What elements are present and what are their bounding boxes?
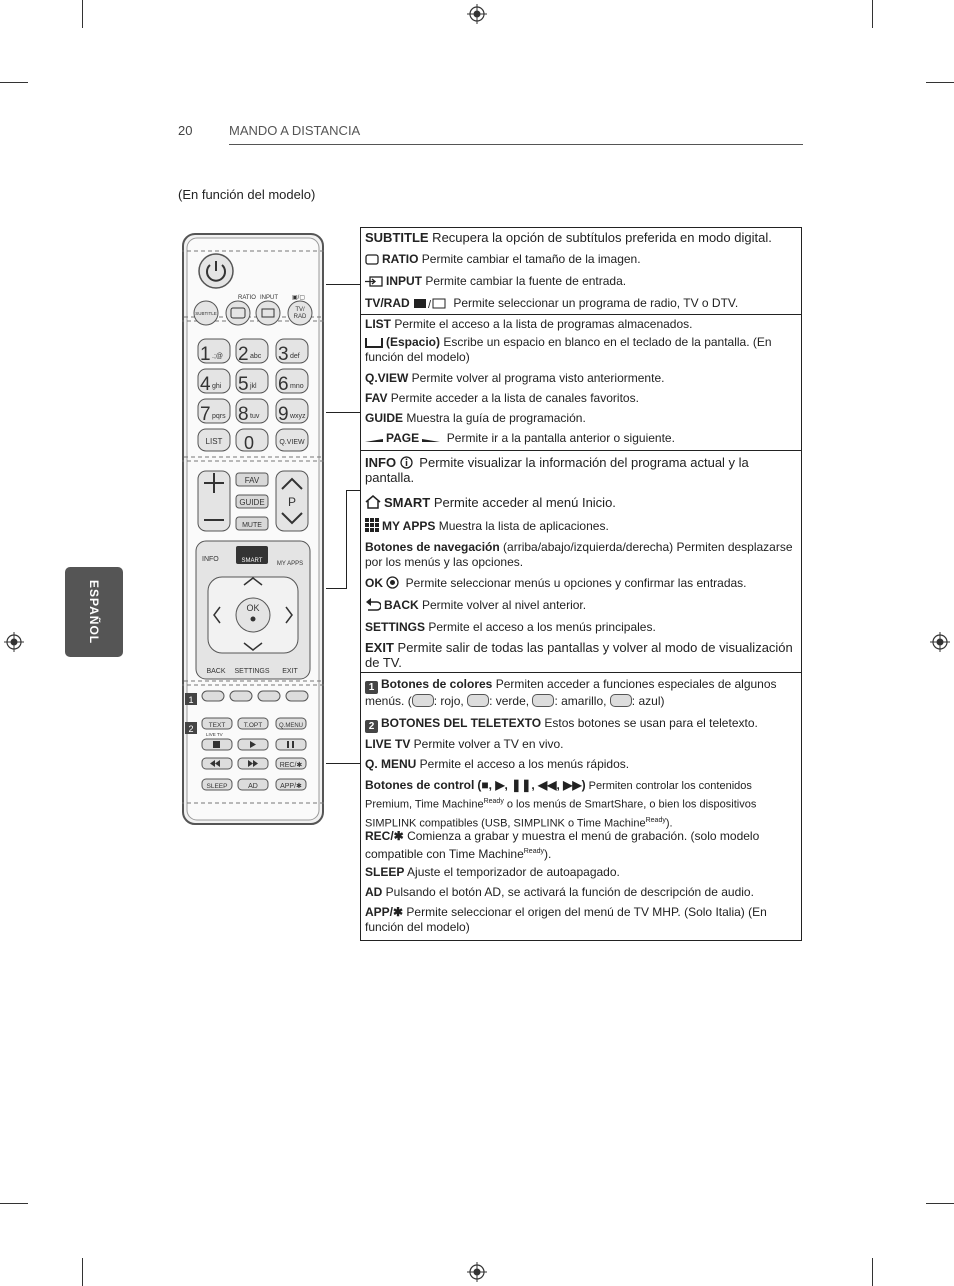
svg-text:▣/▢: ▣/▢	[292, 295, 306, 301]
desc-color-buttons: 1 Botones de colores Permiten acceder a funciones especiales de algunos menús. ( : rojo, : verde, : amarillo, : azul)	[365, 677, 777, 708]
svg-text:/: /	[428, 299, 432, 309]
desc-control-buttons: Botones de control (■, ▶, ❚❚, ◀◀, ▶▶) Permiten controlar los contenidos Premium, Time Machine$^{Ready}$ o los menús de SmartShare, o bien los dispositivos SIMPLINK compatibles (USB, SIMPLINK o Time Machine$^{Ready}$).	[365, 778, 757, 830]
header-rule	[229, 144, 803, 145]
svg-text:LIST: LIST	[205, 437, 223, 446]
svg-text:RAD: RAD	[293, 314, 307, 320]
page-number: 20	[178, 123, 193, 138]
crop-mark	[872, 0, 873, 28]
language-tab	[65, 567, 123, 657]
connector-line	[326, 588, 346, 589]
desc-settings: SETTINGS Permite el acceso a los menús principales.	[365, 620, 656, 634]
svg-text:1: 1	[188, 695, 194, 705]
number-key-digit: 2	[238, 344, 249, 365]
desc-guide: GUIDE Muestra la guía de programación.	[365, 411, 586, 425]
svg-text:RATIO: RATIO	[238, 295, 256, 301]
yellow-button-icon	[532, 694, 554, 707]
svg-text:GUIDE: GUIDE	[239, 498, 265, 507]
number-key-letters: mno	[290, 383, 304, 390]
number-key-letters: .;@	[212, 353, 223, 360]
desc-navigation: Botones de navegación (arriba/abajo/izquierda/derecha) Permiten desplazarse por los menús y las opciones.	[365, 540, 793, 569]
desc-info: INFO Permite visualizar la información del programa actual y la pantalla.	[365, 455, 749, 485]
svg-text:EXIT: EXIT	[282, 668, 298, 675]
desc-qmenu: Q. MENU Permite el acceso a los menús rápidos.	[365, 757, 630, 771]
number-key-digit: 3	[278, 344, 289, 365]
svg-text:OK: OK	[246, 603, 260, 613]
space-icon	[365, 336, 383, 348]
desc-exit: EXIT Permite salir de todas las pantallas y volver al modo de visualización de TV.	[365, 640, 793, 670]
number-key-digit: 8	[238, 404, 249, 425]
info-icon	[400, 456, 413, 469]
connector-line	[326, 412, 360, 413]
svg-text:SLEEP: SLEEP	[206, 783, 228, 790]
desc-smart: SMART Permite acceder al menú Inicio.	[365, 495, 797, 510]
svg-text:MY APPS: MY APPS	[276, 561, 304, 567]
svg-text:SUBTITLE: SUBTITLE	[195, 311, 217, 316]
number-key-digit: 4	[200, 374, 211, 395]
desc-space: (Espacio) Escribe un espacio en blanco en el teclado de la pantalla. (En función del modelo)	[365, 335, 772, 364]
svg-text:INPUT: INPUT	[260, 295, 278, 301]
number-key-letters: pqrs	[212, 413, 226, 420]
ok-icon	[386, 576, 399, 589]
connector-line	[326, 763, 360, 764]
svg-text:REC/✱: REC/✱	[279, 762, 303, 769]
section-navigation-buttons	[361, 451, 801, 673]
desc-list: LIST Permite el acceso a la lista de programas almacenados.	[365, 317, 693, 331]
desc-sleep: SLEEP Ajuste el temporizador de autoapagado.	[365, 865, 620, 879]
back-icon	[365, 598, 381, 611]
apps-grid-icon	[365, 518, 379, 532]
svg-text:FAV: FAV	[244, 476, 260, 485]
home-icon	[365, 495, 381, 509]
number-key-digit: 7	[200, 404, 211, 425]
connector-line	[346, 490, 360, 491]
svg-text:MUTE: MUTE	[242, 522, 262, 529]
svg-text:SMART: SMART	[241, 558, 263, 564]
description-table	[360, 227, 802, 941]
green-button-icon	[467, 694, 489, 707]
red-button-icon	[412, 694, 434, 707]
number-key-letters: abc	[250, 353, 262, 360]
svg-text:Q.VIEW: Q.VIEW	[279, 439, 305, 446]
blue-button-icon	[610, 694, 632, 707]
section-extra-buttons	[361, 673, 801, 942]
crop-mark	[82, 0, 83, 28]
tv-radio-icon	[413, 297, 447, 309]
connector-line	[326, 284, 360, 285]
model-note: (En función del modelo)	[178, 187, 316, 202]
registration-mark-icon	[467, 4, 487, 24]
svg-text:2: 2	[188, 724, 194, 734]
desc-teletext: 2 BOTONES DEL TELETEXTO Estos botones se usan para el teletexto.	[365, 716, 797, 733]
number-key-digit: 1	[200, 344, 211, 365]
registration-mark-icon	[930, 632, 950, 652]
crop-mark	[0, 82, 28, 83]
desc-back: BACK Permite volver al nivel anterior.	[365, 598, 797, 613]
crop-mark	[926, 1203, 954, 1204]
svg-text:T.OPT: T.OPT	[243, 722, 263, 729]
desc-page: PAGE Permite ir a la pantalla anterior o siguiente.	[365, 431, 797, 446]
desc-input: INPUT Permite cambiar la fuente de entrada.	[365, 274, 797, 289]
desc-tvrad: TV/RAD / Permite seleccionar un programa de radio, TV o DTV.	[365, 296, 739, 310]
svg-text:LIVE TV: LIVE TV	[206, 732, 223, 737]
number-key-letters: jkl	[250, 383, 257, 390]
svg-text:AD: AD	[248, 783, 258, 790]
svg-text:BACK: BACK	[206, 668, 226, 675]
svg-text:Q.MENU: Q.MENU	[279, 723, 303, 729]
svg-text:0: 0	[244, 433, 255, 453]
crop-mark	[926, 82, 954, 83]
page-right-icon	[422, 436, 440, 444]
svg-text:TEXT: TEXT	[208, 722, 226, 729]
svg-text:INFO: INFO	[202, 556, 219, 563]
svg-text:TV/: TV/	[295, 307, 305, 313]
number-key-letters: wxyz	[290, 413, 306, 420]
desc-ratio: RATIO Permite cambiar el tamaño de la imagen.	[365, 252, 797, 267]
number-key-digit: 6	[278, 374, 289, 395]
number-key-letters: def	[290, 353, 300, 360]
desc-app: APP/✱ Permite seleccionar el origen del menú de TV MHP. (Solo Italia) (En función del modelo)	[365, 905, 767, 934]
language-tab-label: ESPAÑOL	[87, 579, 101, 645]
number-key-letters: tuv	[250, 413, 260, 420]
registration-mark-icon	[4, 632, 24, 652]
page-left-icon	[365, 436, 383, 444]
number-key-letters: ghi	[212, 383, 222, 390]
crop-mark	[82, 1258, 83, 1286]
desc-fav: FAV Permite acceder a la lista de canales favoritos.	[365, 391, 639, 405]
desc-rec: REC/✱ Comienza a grabar y muestra el menú de grabación. (solo modelo compatible con Time Machine$^{Ready}$).	[365, 829, 760, 861]
crop-mark	[872, 1258, 873, 1286]
registration-mark-icon	[467, 1262, 487, 1282]
desc-ad: AD Pulsando el botón AD, se activará la función de descripción de audio.	[365, 885, 754, 899]
svg-text:P: P	[287, 495, 297, 509]
ratio-icon	[365, 254, 379, 265]
section-channel-buttons	[361, 315, 801, 451]
svg-text:APP/✱: APP/✱	[280, 783, 302, 790]
desc-livetv: LIVE TV Permite volver a TV en vivo.	[365, 737, 564, 751]
crop-mark	[0, 1203, 28, 1204]
svg-text:SETTINGS: SETTINGS	[234, 668, 270, 675]
desc-ok: OK Permite seleccionar menús u opciones y confirmar las entradas.	[365, 576, 747, 590]
connector-line	[346, 490, 347, 589]
section-top-buttons	[361, 228, 801, 315]
section-title: MANDO A DISTANCIA	[229, 123, 361, 138]
number-key-digit: 5	[238, 374, 249, 395]
input-icon	[365, 276, 383, 287]
remote-control-illustration	[182, 233, 324, 825]
desc-subtitle: SUBTITLE Recupera la opción de subtítulos preferida en modo digital.	[365, 230, 772, 245]
number-key-digit: 9	[278, 404, 289, 425]
desc-myapps: MY APPS Muestra la lista de aplicaciones.	[365, 518, 797, 534]
desc-qview: Q.VIEW Permite volver al programa visto anteriormente.	[365, 371, 665, 385]
